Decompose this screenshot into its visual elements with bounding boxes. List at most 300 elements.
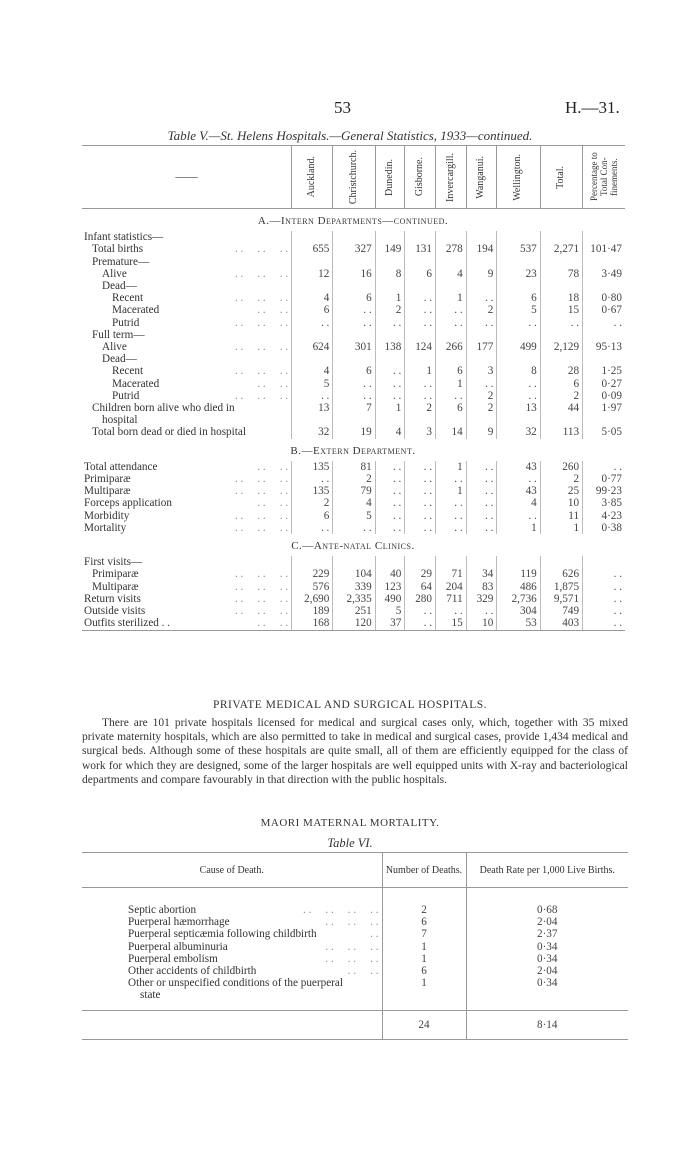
table-cell: 23 — [497, 268, 540, 280]
table-cell — [583, 280, 625, 292]
table-cell — [540, 329, 582, 341]
table-cell: 81 — [333, 461, 375, 473]
table-row — [82, 473, 625, 485]
total-row — [82, 1010, 628, 1039]
table-cell: 1 — [375, 292, 405, 304]
table-cell: . . — [466, 473, 497, 485]
table-cell: 78 — [540, 268, 582, 280]
table-cell: . . — [466, 522, 497, 534]
leader-dots: . . . . . . — [234, 509, 289, 522]
table-row — [82, 378, 625, 390]
row-label: Multiparæ — [84, 485, 131, 498]
table-v-title: Table V.—St. Helens Hospitals.—General Statistics, 1933—continued. — [167, 128, 533, 143]
table-cell — [405, 353, 436, 365]
row-label-cell — [82, 556, 292, 568]
table-cell: 5·05 — [583, 426, 625, 438]
cause-cell — [82, 989, 382, 1001]
table-cell — [333, 256, 375, 268]
table-cell: 301 — [333, 341, 375, 353]
leader-dots: . . . . — [257, 617, 289, 630]
table-row — [82, 593, 625, 605]
private-hospitals-paragraph: There are 101 private hospitals licensed for medical and surgical cases only, which, together with 35 mixed private maternity hospitals, which are also permitted to take in medical and surgical cases, provide 1,434 medical and surgical beds. Although some of these hospitals are quite small, all of them are efficiently equipped for the class of work for which they are designed, some of the larger hospitals are well equipped units with X-ray and bacteriological departments and compare favourably in that direction with the public hospitals. — [82, 717, 628, 786]
row-label-cell — [82, 280, 292, 292]
leader-dots: . . . . . . — [234, 365, 289, 378]
table-cell: 104 — [333, 568, 375, 580]
table-cell: . . — [435, 605, 466, 617]
table-cell: 9,571 — [540, 593, 582, 605]
table-cell: 149 — [375, 243, 405, 255]
leader-dots: . . . . . . — [234, 473, 289, 486]
table-row — [82, 522, 625, 534]
row-label-cell — [82, 365, 292, 377]
table-cell: 1 — [435, 485, 466, 497]
table-cell: 4 — [435, 268, 466, 280]
row-label: Putrid — [112, 316, 140, 329]
table-cell: 15 — [435, 617, 466, 630]
table-row — [82, 916, 628, 928]
table-cell: 124 — [405, 341, 436, 353]
table-cell: 3 — [466, 365, 497, 377]
row-label-cell — [82, 390, 292, 402]
row-label-cell — [82, 568, 292, 580]
table-cell — [375, 329, 405, 341]
table-cell — [466, 556, 497, 568]
table-cell: . . — [466, 292, 497, 304]
table-cell: . . — [405, 461, 436, 473]
table-cell: 1 — [540, 522, 582, 534]
table-cell — [435, 556, 466, 568]
table-cell — [497, 231, 540, 243]
column-header-label: Percentage to Total Confinements. — [589, 152, 620, 202]
table-cell: 2,335 — [333, 593, 375, 605]
table-cell: 15 — [540, 304, 582, 316]
table-cell — [435, 329, 466, 341]
table-cell — [375, 414, 405, 426]
table-cell — [405, 329, 436, 341]
leader-dots: . . . . — [257, 377, 289, 390]
table-cell — [333, 353, 375, 365]
table-cell: 168 — [292, 617, 333, 630]
table-cell: 4·23 — [583, 510, 625, 522]
table-cell — [540, 353, 582, 365]
table-row — [82, 292, 625, 304]
table-cell — [583, 414, 625, 426]
cause-cell — [82, 904, 382, 916]
table-cell: . . — [435, 522, 466, 534]
table-cell: 2 — [405, 402, 436, 414]
table-cell: . . — [583, 605, 625, 617]
table-cell: 499 — [497, 341, 540, 353]
table-cell: 177 — [466, 341, 497, 353]
spacer-cell — [82, 1002, 382, 1011]
table-cell: . . — [405, 522, 436, 534]
table-cell: . . — [497, 378, 540, 390]
table-cell — [466, 231, 497, 243]
table-row — [82, 568, 625, 580]
table-cell: 123 — [375, 581, 405, 593]
table-cell — [375, 556, 405, 568]
table-cell: 12 — [292, 268, 333, 280]
table-row — [82, 617, 625, 630]
deaths-cell: 1 — [382, 941, 466, 953]
table-cell: 1 — [405, 365, 436, 377]
private-hospitals-heading: PRIVATE MEDICAL AND SURGICAL HOSPITALS. — [212, 699, 488, 711]
spacer-cell — [382, 888, 466, 905]
row-label: Morbidity — [84, 509, 130, 522]
table-cell: 4 — [292, 292, 333, 304]
table-cell — [583, 353, 625, 365]
table-cell: 29 — [405, 568, 436, 580]
table-cell — [583, 256, 625, 268]
table-cell: . . — [405, 292, 436, 304]
cause-label: Puerperal albuminuria — [128, 940, 228, 953]
table-cell: . . — [583, 461, 625, 473]
table-cell: 135 — [292, 461, 333, 473]
table-row — [82, 510, 625, 522]
table-cell: . . — [375, 485, 405, 497]
leader-dots: . . . . . . — [234, 341, 289, 354]
cause-label: Puerperal hæmorrhage — [128, 916, 230, 929]
table-cell: 5 — [497, 304, 540, 316]
column-header — [497, 146, 540, 209]
row-label: Dead— — [102, 280, 137, 293]
table-cell — [405, 231, 436, 243]
table-cell: 6 — [333, 292, 375, 304]
table-cell: . . — [540, 317, 582, 329]
row-label-cell — [82, 268, 292, 280]
table-cell: 0·09 — [583, 390, 625, 402]
table-cell: . . — [435, 510, 466, 522]
row-label-cell — [82, 510, 292, 522]
cause-label: Other or unspecified conditions of the puerperal — [128, 977, 343, 990]
table-cell — [435, 280, 466, 292]
table-row — [82, 977, 628, 989]
table-cell: . . — [333, 378, 375, 390]
rate-cell: 2·37 — [466, 928, 628, 940]
spacer-row — [82, 888, 628, 905]
table-cell: . . — [466, 510, 497, 522]
row-label: Premature— — [92, 255, 150, 268]
column-header-label: Wellington. — [512, 153, 524, 201]
cause-cell — [82, 928, 382, 940]
table-row — [82, 941, 628, 953]
table-cell: . . — [405, 497, 436, 509]
table-cell: . . — [333, 304, 375, 316]
leader-dots: . . . . — [257, 460, 289, 473]
row-label: Macerated — [112, 304, 160, 317]
row-label: Dead— — [102, 353, 137, 366]
table-cell: . . — [466, 497, 497, 509]
table-cell — [435, 256, 466, 268]
col-cause-header: Cause of Death. — [82, 853, 382, 888]
table-cell: 0·67 — [583, 304, 625, 316]
table-row — [82, 280, 625, 292]
table-cell — [497, 280, 540, 292]
leader-dots: . . . . . . — [325, 952, 379, 965]
table-cell: 0·80 — [583, 292, 625, 304]
table-row — [82, 365, 625, 377]
cause-label: Other accidents of childbirth — [128, 965, 257, 978]
table-cell: 2 — [375, 304, 405, 316]
table-cell: . . — [292, 390, 333, 402]
rate-cell: 0·68 — [466, 904, 628, 916]
table-cell — [292, 231, 333, 243]
table-cell: . . — [333, 390, 375, 402]
leader-dots: . . . . . . — [234, 521, 289, 534]
row-label-cell — [82, 461, 292, 473]
table-vi-title: Table VI. — [327, 836, 373, 850]
table-row — [82, 390, 625, 402]
column-header — [292, 146, 333, 209]
rate-cell — [466, 989, 628, 1001]
table-cell — [540, 556, 582, 568]
table-cell — [583, 329, 625, 341]
table-cell: 2 — [466, 304, 497, 316]
deaths-cell: 1 — [382, 977, 466, 989]
row-label: Total born dead or died in hospital — [92, 426, 246, 439]
row-label: Macerated — [112, 377, 160, 390]
table-cell — [333, 414, 375, 426]
table-cell: 8 — [497, 365, 540, 377]
table-cell — [375, 256, 405, 268]
table-cell: 18 — [540, 292, 582, 304]
table-cell — [466, 353, 497, 365]
table-cell — [466, 329, 497, 341]
deaths-cell: 6 — [382, 965, 466, 977]
column-header-label: Christchurch. — [347, 149, 359, 205]
row-label: Return visits — [84, 592, 141, 605]
table-cell: . . — [375, 365, 405, 377]
table-cell: 490 — [375, 593, 405, 605]
table-cell — [497, 556, 540, 568]
page-number: 53 — [334, 98, 351, 117]
table-row — [82, 341, 625, 353]
row-label-cell — [82, 329, 292, 341]
table-cell: 40 — [375, 568, 405, 580]
table-cell: 138 — [375, 341, 405, 353]
table-cell: . . — [405, 510, 436, 522]
table-cell — [292, 329, 333, 341]
column-header — [435, 146, 466, 209]
column-header — [540, 146, 582, 209]
table-cell: 329 — [466, 593, 497, 605]
table-cell: . . — [375, 378, 405, 390]
table-cell — [540, 414, 582, 426]
leader-dots: . . . . . . — [234, 316, 289, 329]
table-row — [82, 353, 625, 365]
table-cell: . . — [405, 473, 436, 485]
table-cell: 119 — [497, 568, 540, 580]
table-cell — [333, 329, 375, 341]
cause-cell — [82, 941, 382, 953]
table-cell: 655 — [292, 243, 333, 255]
table-cell: 260 — [540, 461, 582, 473]
table-cell: 1 — [435, 378, 466, 390]
row-label: Alive — [102, 341, 127, 354]
cause-cell — [82, 965, 382, 977]
table-cell: . . — [405, 317, 436, 329]
leader-dots: . . . . . . . . — [302, 904, 379, 916]
table-cell: . . — [405, 485, 436, 497]
deaths-cell: 6 — [382, 916, 466, 928]
col-number-header: Number of Deaths. — [382, 853, 466, 888]
table-cell: . . — [497, 510, 540, 522]
table-row — [82, 989, 628, 1001]
table-cell: . . — [466, 485, 497, 497]
row-label-cell — [82, 497, 292, 509]
table-row — [82, 485, 625, 497]
leader-dots: . . . . . . — [234, 580, 289, 593]
document-reference: H.—31. — [565, 98, 620, 117]
row-label-cell — [82, 378, 292, 390]
column-header — [375, 146, 405, 209]
table-cell — [583, 556, 625, 568]
table-cell: 43 — [497, 485, 540, 497]
cause-label: Puerperal septicæmia following childbirth — [128, 928, 317, 941]
table-cell: 19 — [333, 426, 375, 438]
leader-dots: . . . . . . — [325, 916, 379, 929]
table-cell: 131 — [405, 243, 436, 255]
table-cell — [292, 414, 333, 426]
section-title: C.—Ante-natal Clinics. — [291, 540, 415, 553]
column-header-label: Auckland. — [306, 156, 318, 198]
row-label: Recent — [112, 365, 144, 378]
table-cell: . . — [497, 473, 540, 485]
table-cell — [375, 353, 405, 365]
table-cell: . . — [405, 390, 436, 402]
row-label: Recent — [112, 292, 144, 305]
leader-dots: . . . . . . — [234, 292, 289, 305]
table-cell: 251 — [333, 605, 375, 617]
table-cell: 3 — [405, 426, 436, 438]
row-label: hospital — [102, 414, 138, 427]
table-cell: 339 — [333, 581, 375, 593]
table-cell — [466, 280, 497, 292]
table-cell: 1·25 — [583, 365, 625, 377]
total-label-cell — [82, 1010, 382, 1039]
table-cell: 2 — [540, 473, 582, 485]
table-row — [82, 402, 625, 414]
row-label-cell — [82, 231, 292, 243]
table-row — [82, 243, 625, 255]
table-cell: . . — [375, 473, 405, 485]
table-cell: 624 — [292, 341, 333, 353]
leader-dots: . . . . — [257, 497, 289, 510]
table-cell: 13 — [497, 402, 540, 414]
table-cell: 2,690 — [292, 593, 333, 605]
row-label-cell — [82, 605, 292, 617]
row-label: Infant statistics— — [84, 231, 164, 244]
row-label: First visits— — [84, 556, 143, 569]
leader-dots: . . . . . . — [234, 485, 289, 498]
cause-label: state — [140, 989, 161, 1002]
table-cell: 204 — [435, 581, 466, 593]
table-cell: 11 — [540, 510, 582, 522]
table-cell: . . — [375, 497, 405, 509]
table-cell: 4 — [497, 497, 540, 509]
table-cell: 2,736 — [497, 593, 540, 605]
table-cell: . . — [583, 317, 625, 329]
leader-dots: . . . . . . — [234, 568, 289, 581]
table-cell — [466, 414, 497, 426]
row-label-cell — [82, 593, 292, 605]
table-cell: 5 — [375, 605, 405, 617]
column-header-label: Wanganui. — [475, 155, 487, 199]
table-cell — [333, 231, 375, 243]
table-cell: 1 — [435, 461, 466, 473]
table-row — [82, 461, 625, 473]
table-cell: . . — [405, 304, 436, 316]
table-cell: 10 — [540, 497, 582, 509]
table-cell: . . — [375, 390, 405, 402]
row-label: Forceps application — [84, 497, 172, 510]
table-cell: 1·97 — [583, 402, 625, 414]
spacer-cell — [466, 888, 628, 905]
table-cell: 2,271 — [540, 243, 582, 255]
table-cell — [292, 556, 333, 568]
row-label-cell — [82, 353, 292, 365]
table-cell: 79 — [333, 485, 375, 497]
leader-dots: . . . . — [257, 304, 289, 317]
table-cell: 229 — [292, 568, 333, 580]
table-row — [82, 231, 625, 243]
table-cell — [405, 556, 436, 568]
column-header — [333, 146, 375, 209]
table-row — [82, 497, 625, 509]
spacer-cell — [466, 1002, 628, 1011]
table-cell: . . — [497, 390, 540, 402]
cause-label: Puerperal embolism — [128, 952, 218, 965]
row-label-cell — [82, 317, 292, 329]
table-cell: . . — [466, 605, 497, 617]
table-cell: 749 — [540, 605, 582, 617]
row-label-cell — [82, 341, 292, 353]
table-cell: 266 — [435, 341, 466, 353]
row-label-cell — [82, 414, 292, 426]
cause-cell — [82, 916, 382, 928]
leader-dots: . . . . . . — [234, 605, 289, 618]
row-label-cell — [82, 243, 292, 255]
table-cell: . . — [292, 317, 333, 329]
table-cell: . . — [435, 390, 466, 402]
section-title: B.—Extern Department. — [290, 444, 416, 457]
table-cell: 194 — [466, 243, 497, 255]
table-cell: 2,129 — [540, 341, 582, 353]
row-label: Total attendance — [84, 460, 158, 473]
table-cell: 5 — [333, 510, 375, 522]
table-cell — [497, 414, 540, 426]
maori-mortality-heading: MAORI MATERNAL MORTALITY. — [260, 817, 440, 829]
table-cell: 32 — [497, 426, 540, 438]
table-cell: 28 — [540, 365, 582, 377]
table-cell: . . — [466, 317, 497, 329]
table-cell: 6 — [540, 378, 582, 390]
row-label: Alive — [102, 267, 127, 280]
deaths-cell — [382, 989, 466, 1001]
table-cell: 43 — [497, 461, 540, 473]
section-heading-row — [82, 209, 625, 232]
table-cell: 71 — [435, 568, 466, 580]
leader-dots: . . . . . . — [234, 267, 289, 280]
table-cell: 576 — [292, 581, 333, 593]
table-cell: . . — [583, 617, 625, 630]
deaths-cell: 2 — [382, 904, 466, 916]
table-cell: 1 — [435, 292, 466, 304]
table-cell: 0·27 — [583, 378, 625, 390]
table-row — [82, 414, 625, 426]
table-cell: 6 — [292, 304, 333, 316]
table-cell: 44 — [540, 402, 582, 414]
